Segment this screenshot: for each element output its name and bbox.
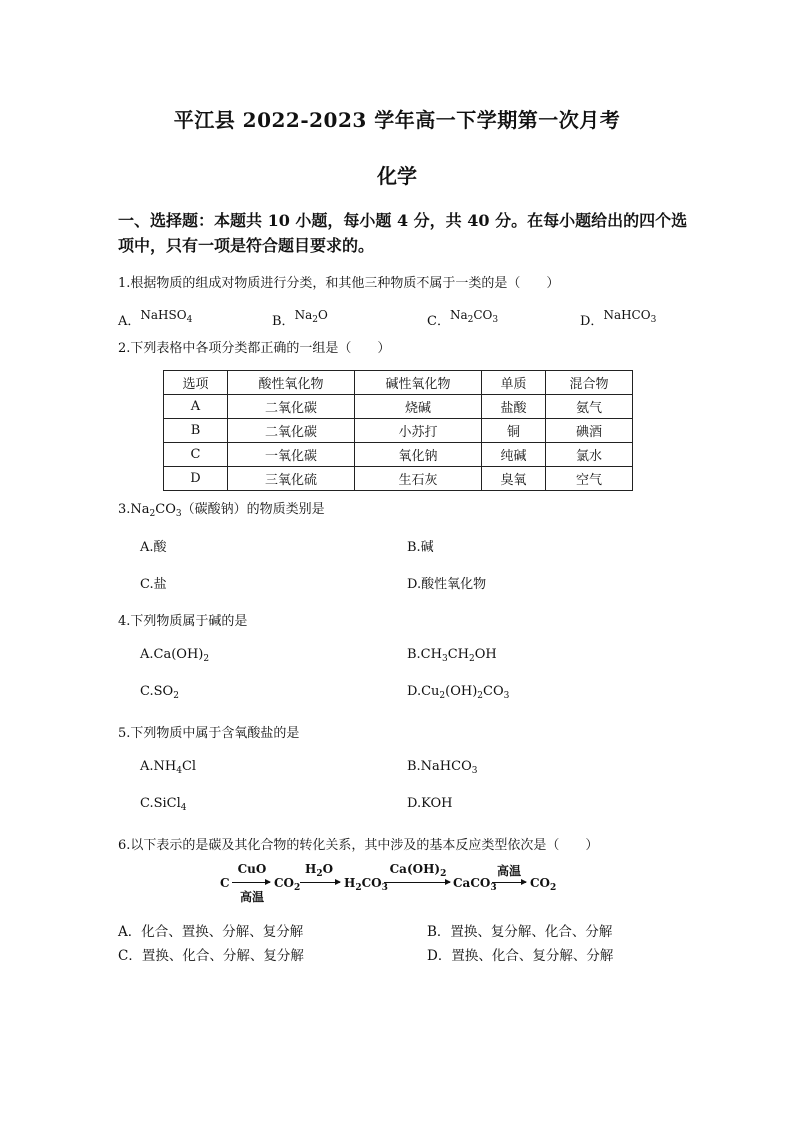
q3-option-d[interactable]: D.酸性氧化物 [407, 577, 487, 592]
section-heading: 一、选择题：本题共 10 小题，每小题 4 分，共 40 分。在每小题给出的四个选项中，只有一项是符合题目要求的。 [118, 211, 688, 255]
table-cell: 二氧化碳 [228, 419, 355, 443]
q1-option-b-letter: B． [272, 314, 295, 329]
species-caco3: CaCO$_3$ [453, 876, 497, 893]
q5-option-d[interactable]: D.KOH [407, 796, 453, 811]
table-cell: 生石灰 [355, 467, 482, 491]
q1-option-d-formula: NaHCO$_3$ [603, 308, 657, 325]
q1-stem: 1.根据物质的组成对物质进行分类，和其他三种物质不属于一类的是（ ） [118, 276, 560, 291]
table-cell: 小苏打 [355, 419, 482, 443]
q6-option-c[interactable]: C．置换、化合、分解、复分解 [118, 948, 304, 964]
q3-stem: $3.Na_2CO_3$（碳酸钠）的物质类别是 [118, 502, 325, 519]
q4-option-d[interactable]: $D.Cu_2(OH)_2CO_3$ [407, 684, 510, 701]
q1-option-d-letter: D． [580, 314, 604, 329]
species-co2: $CO_2$ [274, 876, 301, 893]
q6-stem: 6.以下表示的是碳及其化合物的转化关系，其中涉及的基本反应类型依次是（ ） [118, 838, 599, 853]
table-cell: 空气 [546, 467, 633, 491]
table-cell: 氧化钠 [355, 443, 482, 467]
arrow4-condition: 高温 [496, 864, 521, 878]
q6-option-d[interactable]: D．置换、化合、复分解、分解 [427, 948, 614, 964]
species-h2co3: $H_2CO_3$ [344, 876, 388, 893]
arrow-1 [232, 882, 270, 883]
subject-title: 化学 [377, 164, 417, 188]
q4-option-c[interactable]: $C.SO_2$ [140, 684, 179, 701]
q1-option-a-letter: A． [118, 314, 141, 329]
table-row [164, 419, 633, 443]
classification-table [163, 370, 633, 491]
q3-option-a[interactable]: A.酸 [140, 540, 167, 555]
species-co2-product: $CO_2$ [530, 876, 557, 893]
table-cell: 一氧化碳 [228, 443, 355, 467]
q1-option-c-formula: $Na_2CO_3$ [449, 308, 499, 325]
arrow1-condition: 高温 [239, 890, 264, 904]
table-header-row [164, 371, 633, 395]
q1-option-d[interactable] [580, 310, 656, 329]
table-cell: D [164, 467, 228, 491]
q4-option-a[interactable]: $A.Ca(OH)_2$ [140, 647, 210, 664]
arrow-4 [492, 882, 526, 883]
q1-option-c-letter: C． [427, 314, 450, 329]
arrow-2 [300, 882, 340, 883]
q5-option-b[interactable]: B.NaHCO$_3$ [407, 759, 478, 776]
q3-option-b[interactable]: B.碱 [407, 540, 434, 555]
q1-option-c[interactable] [427, 310, 498, 329]
q4-option-b[interactable]: $B.CH_3CH_2OH$ [407, 647, 497, 664]
q1-option-a-formula: NaHSO$_4$ [140, 308, 193, 325]
q1-option-a[interactable] [118, 310, 192, 329]
table-header-cell: 选项 [164, 371, 228, 395]
table-cell: 臭氧 [482, 467, 546, 491]
table-cell: 二氧化碳 [228, 395, 355, 419]
table-cell: B [164, 419, 228, 443]
q1-option-b-formula: $Na_2O$ [294, 308, 328, 325]
table-cell: 氯水 [546, 443, 633, 467]
table-row [164, 443, 633, 467]
table-cell: 三氧化硫 [228, 467, 355, 491]
table-row [164, 395, 633, 419]
table-header-cell: 混合物 [546, 371, 633, 395]
table-row [164, 467, 633, 491]
table-header-cell: 碱性氧化物 [355, 371, 482, 395]
table-cell: A [164, 395, 228, 419]
q2-stem: 2.下列表格中各项分类都正确的一组是（ ） [118, 341, 391, 356]
q6-option-a[interactable]: A．化合、置换、分解、复分解 [118, 924, 304, 940]
table-header-cell: 单质 [482, 371, 546, 395]
table-cell: 碘酒 [546, 419, 633, 443]
arrow3-reagent: $Ca(OH)_2$ [389, 862, 447, 879]
q6-option-b[interactable]: B．置换、复分解、化合、分解 [427, 924, 613, 940]
table-header-cell: 酸性氧化物 [228, 371, 355, 395]
reaction-scheme [220, 858, 560, 908]
q3-option-c[interactable]: C.盐 [140, 577, 167, 592]
arrow2-reagent: $H_2O$ [304, 862, 334, 879]
table-cell: 纯碱 [482, 443, 546, 467]
exam-title: 平江县 2022-2023 学年高一下学期第一次月考 [173, 108, 621, 132]
species-c: C [220, 876, 230, 890]
table-cell: 盐酸 [482, 395, 546, 419]
q5-option-c[interactable]: C.SiCl$_4$ [140, 796, 187, 813]
q1-option-b[interactable] [272, 310, 328, 329]
table-cell: 铜 [482, 419, 546, 443]
arrow-3 [384, 882, 450, 883]
q5-option-a[interactable]: $A.NH_4Cl$ [140, 759, 197, 776]
table-cell: 氨气 [546, 395, 633, 419]
table-cell: 烧碱 [355, 395, 482, 419]
arrow1-reagent: CuO [237, 862, 267, 876]
q4-stem: 4.下列物质属于碱的是 [118, 614, 248, 629]
table-cell: C [164, 443, 228, 467]
q5-stem: 5.下列物质中属于含氧酸盐的是 [118, 726, 300, 741]
